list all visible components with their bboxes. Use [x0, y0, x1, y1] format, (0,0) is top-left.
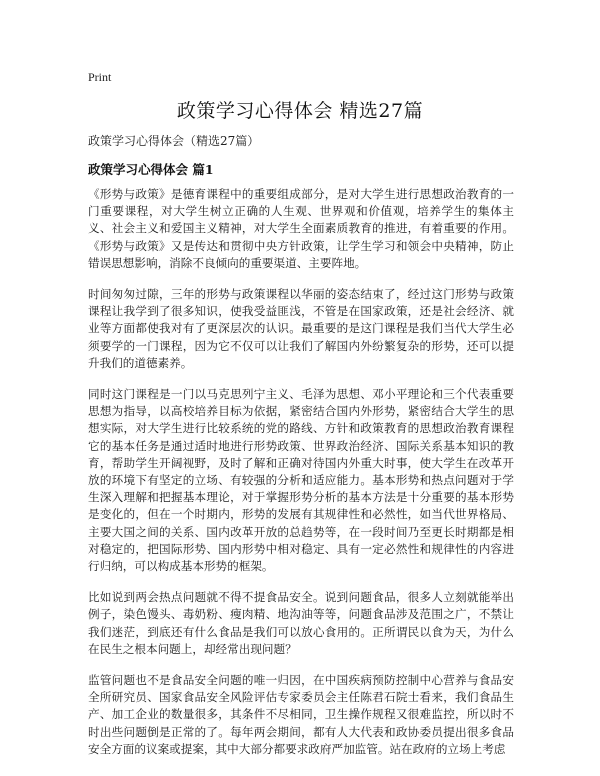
document-title: 政策学习心得体会 精选27篇 [176, 100, 424, 122]
paragraph: 时间匆匆过隙，三年的形势与政策课程以华丽的姿态结束了，经过这门形势与政策课程让我学到了很多知识，使我受益匪浅，不管是在国家政策，还是社会经济、就业等方面都使我对有了更深层次的认识。最重要的是这门课程是我们当代大学生必须要学的一门课程，因为它不仅可以让我们了解国内外纷繁复杂的形势，还可以提升我们的道德素养。 [88, 287, 514, 370]
document-subtitle: 政策学习心得体会（精选27篇） [88, 134, 260, 148]
article-body [88, 186, 514, 772]
paragraph: 比如说到两会热点问题就不得不提食品安全。说到问题食品，很多人立刻就能举出例子，染色馒头、毒奶粉、瘦肉精、地沟油等等，问题食品涉及范围之广，不禁让我们迷茫，到底还有什么食品是我们可以放心食用的。正所谓民以食为天，为什么在民生之根本问题上，却经常出现问题？ [88, 590, 514, 656]
section-heading: 政策学习心得体会 篇1 [88, 162, 214, 177]
paragraph: 《形势与政策》是德育课程中的重要组成部分，是对大学生进行思想政治教育的一门重要课程，对大学生树立正确的人生观、世界观和价值观，培养学生的集体主义、社会主义和爱国主义精神，对大学生全面素质教育的推进，有着重要的作用。《形势与政策》又是传达和贯彻中央方针政策，让学生学习和领会中央精神，防止错误思想影响，消除不良倾向的重要渠道、主要阵地。 [88, 187, 514, 270]
print-label: Print [88, 70, 112, 84]
paragraph: 监管问题也不是食品安全问题的唯一归因，在中国疾病预防控制中心营养与食品安全所研究员、国家食品安全风险评估专家委员会主任陈君石院士看来，我们食品生产、加工企业的数量很多，其条件不尽相同，卫生操作规程又很难监控，所以时不时出些问题倒是正常的了。每年两会期间，都有人大代表和政协委员提出很多食品安全方面的议案或提案，其中大部分都要求政府严加监管。站在政府的立场上考虑 [88, 673, 514, 756]
paragraph: 同时这门课程是一门以马克思列宁主义、毛泽为思想、邓小平理论和三个代表重要思想为指导，以高校培养目标为依据，紧密结合国内外形势，紧密结合大学生的思想实际，对大学生进行比较系统的党的路线、方针和政策教育的思想政治教育课程它的基本任务是通过适时地进行形势政策、世界政治经济、国际关系基本知识的教育，帮助学生开阔视野，及时了解和正确对待国内外重大时事，使大学生在改革开放的环境下有坚定的立场、有较强的分析和适应能力。基本形势和热点问题对于学生深入理解和把握基本理论，对于掌握形势分析的基本方法是十分重要的基本形势是变化的，但在一个时期内，形势的发展有其规律性和必然性，如当代世界格局、主要大国之间的关系、国内改革开放的总趋势等，在一段时间乃至更长时期都是相对稳定的，把国际形势、国内形势中相对稳定、具有一定必然性和规律性的内容进行归纳，可以构成基本形势的框架。 [88, 387, 514, 574]
